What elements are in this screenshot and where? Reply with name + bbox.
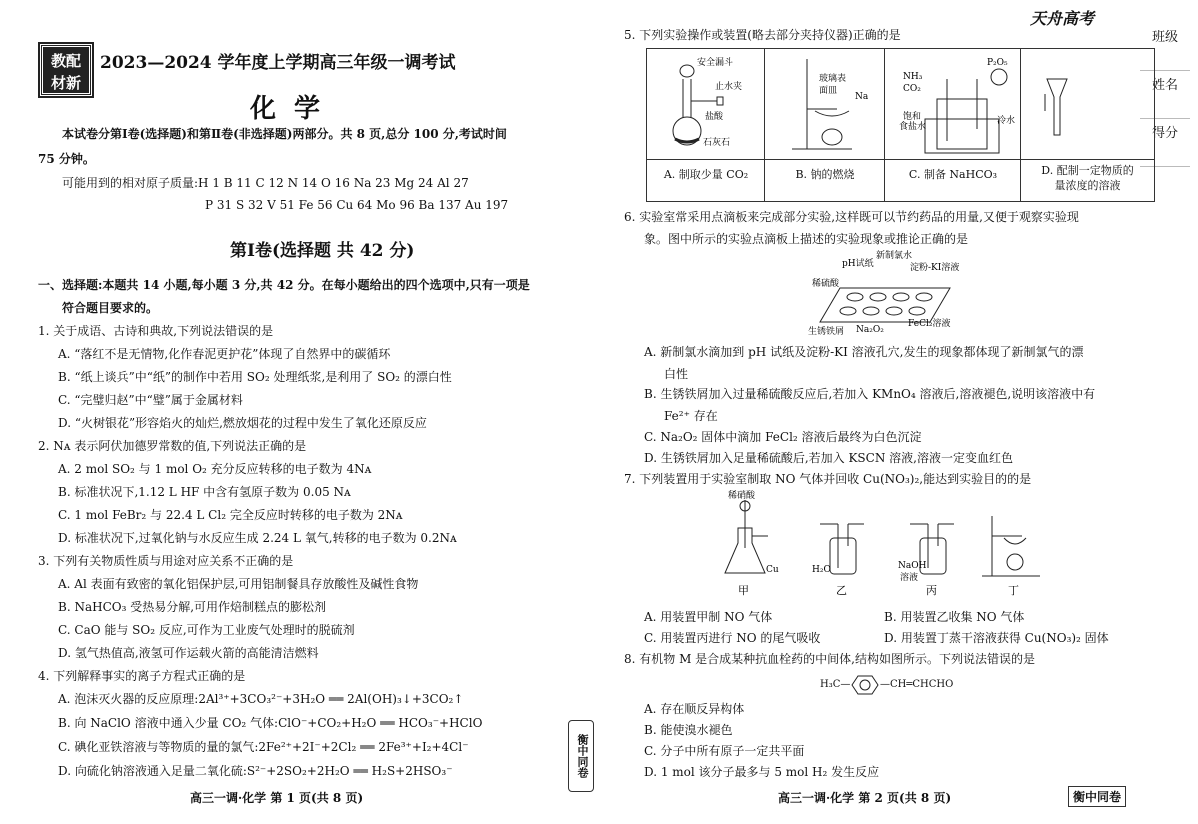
q3-option-a: A. Al 表面有致密的氧化铝保护层,可用铝制餐具存放酸性及碱性食物 <box>58 577 419 591</box>
q6-option-a-1: A. 新制氯水滴加到 pH 试纸及淀粉-KI 溶液孔穴,发生的现象都体现了新制氯气的漂 <box>644 345 1084 359</box>
q6-option-b-1: B. 生锈铁屑加入过量稀硫酸反应后,若加入 KMnO₄ 溶液后,溶液褪色,说明该溶液中有 <box>644 387 1096 401</box>
side-box-label: 班级 <box>1151 30 1178 45</box>
q7-label-cu: Cu <box>766 565 779 575</box>
logo-top-text: 教配 <box>50 52 81 70</box>
section-title: 第Ⅰ卷(选择题 共 42 分) <box>230 241 415 261</box>
q5-apparatus-table <box>646 48 1155 202</box>
q8-structure-right: —CH═CHCHO <box>880 679 954 690</box>
q5-option-d-line1: D. 配制一定物质的 <box>1041 164 1134 177</box>
q7-stem: 7. 下列装置用于实验室制取 NO 气体并回收 Cu(NO₃)₂,能达到实验目的的是 <box>624 472 1032 486</box>
section-instruction-1: 一、选择题:本题共 14 小题,每小题 3 分,共 42 分。在每小题给出的四个选项中,只有一项是 <box>38 278 530 292</box>
q4-stem: 4. 下列解释事实的离子方程式正确的是 <box>38 669 246 683</box>
fig-b-label-2: 面皿 <box>819 86 838 96</box>
q6-stem-2: 象。图中所示的实验点滴板上描述的实验现象或推论正确的是 <box>644 232 969 246</box>
q2-stem: 2. Nᴀ 表示阿伏加德罗常数的值,下列说法正确的是 <box>38 439 307 453</box>
q7-label-solution: 溶液 <box>900 573 919 583</box>
q2-option-d: D. 标准状况下,过氧化钠与水反应生成 2.24 L 氧气,转移的电子数为 0.2Nᴀ <box>58 531 457 545</box>
q6-spot-plate-figure <box>800 250 980 336</box>
q1-stem: 1. 关于成语、古诗和典故,下列说法错误的是 <box>38 324 274 338</box>
brand-logo: 天舟高考 <box>1030 9 1095 28</box>
side-box-label: 姓名 <box>1151 78 1178 93</box>
q6-label-na2o2: Na₂O₂ <box>856 325 884 335</box>
q7-apparatus-figure <box>720 488 1050 600</box>
q1-option-c: C. “完璧归赵”中“璧”属于金属材料 <box>58 393 243 407</box>
q5-apparatus-drawings <box>647 49 1154 159</box>
fig-c-label-nh3: NH₃ <box>903 72 923 82</box>
q7-option-d: D. 用装置丁蒸干溶液获得 Cu(NO₃)₂ 固体 <box>884 631 1109 645</box>
q3-stem: 3. 下列有关物质性质与用途对应关系不正确的是 <box>38 554 294 568</box>
q8-structure-left: H₃C— <box>820 679 851 690</box>
q6-option-d: D. 生锈铁屑加入足量稀硫酸后,若加入 KSCN 溶液,溶液一定变血红色 <box>644 451 1013 465</box>
q7-label-h2o: H₂O <box>812 565 831 575</box>
q8-option-b: B. 能使溴水褪色 <box>644 723 733 737</box>
atomic-mass-line-2: P 31 S 32 V 51 Fe 56 Cu 64 Mo 96 Ba 137 Au 197 <box>205 198 509 212</box>
fig-c-label-brine-1: 饱和 <box>903 112 922 122</box>
q6-label-fecl2: FeCl₂溶液 <box>908 319 951 329</box>
intro-line-1: 本试卷分第Ⅰ卷(选择题)和第Ⅱ卷(非选择题)两部分。共 8 页,总分 100 分,考试时间 <box>62 127 507 141</box>
q5-stem: 5. 下列实验操作或装置(略去部分夹持仪器)正确的是 <box>624 28 901 42</box>
fig-c-label-co2: CO₂ <box>903 84 921 94</box>
q8-option-d: D. 1 mol 该分子最多与 5 mol H₂ 发生反应 <box>644 765 880 779</box>
q6-label-chlorine: 新制氯水 <box>876 251 913 261</box>
fig-c-label-cold-water: 冷水 <box>997 116 1016 126</box>
side-box-label: 得分 <box>1151 126 1178 141</box>
q8-stem: 8. 有机物 M 是合成某种抗血栓药的中间体,结构如图所示。下列说法错误的是 <box>624 652 1035 666</box>
q6-option-c: C. Na₂O₂ 固体中滴加 FeCl₂ 溶液后最终为白色沉淀 <box>644 430 922 444</box>
q7-option-a: A. 用装置甲制 NO 气体 <box>644 610 773 624</box>
q6-option-b-2: Fe²⁺ 存在 <box>664 409 718 423</box>
q5-option-d <box>1021 163 1154 193</box>
fig-a-label-acid: 盐酸 <box>705 112 724 122</box>
q4-option-a: A. 泡沫灭火器的反应原理:2Al³⁺+3CO₃²⁻+3H₂O ══ 2Al(OH)₃↓+3CO₂↑ <box>58 692 464 706</box>
fig-c-label-brine-2: 食盐水 <box>899 122 927 132</box>
q2-option-a: A. 2 mol SO₂ 与 1 mol O₂ 充分反应转移的电子数为 4Nᴀ <box>58 462 372 476</box>
logo-bottom-text: 材新 <box>50 74 81 92</box>
publisher-logo <box>40 44 92 96</box>
q7-label-yi: 乙 <box>836 584 847 597</box>
q8-option-c: C. 分子中所有原子一定共平面 <box>644 744 805 758</box>
q1-option-d: D. “火树银花”形容焰火的灿烂,燃放烟花的过程中发生了氧化还原反应 <box>58 416 427 430</box>
subject-title: 化学 <box>250 94 339 124</box>
q5-divider <box>647 159 1154 160</box>
fig-b-label-na: Na <box>855 92 869 102</box>
q4-option-d: D. 向硫化钠溶液通入足量二氧化硫:S²⁻+2SO₂+2H₂O ══ H₂S+2HSO₃⁻ <box>58 764 453 778</box>
q7-option-b: B. 用装置乙收集 NO 气体 <box>884 610 1025 624</box>
q7-label-jia: 甲 <box>738 584 749 597</box>
q4-option-b: B. 向 NaClO 溶液中通入少量 CO₂ 气体:ClO⁻+CO₂+H₂O ══ HCO₃⁻+HClO <box>58 716 483 730</box>
q3-option-b: B. NaHCO₃ 受热易分解,可用作焙制糕点的膨松剂 <box>58 600 327 614</box>
q6-label-ph: pH试纸 <box>842 259 874 269</box>
intro-line-2: 75 分钟。 <box>38 152 95 166</box>
q3-option-c: C. CaO 能与 SO₂ 反应,可作为工业废气处理时的脱硫剂 <box>58 623 355 637</box>
q5-option-b: B. 钠的燃烧 <box>795 168 855 181</box>
fig-a-label-clamp: 止水夹 <box>715 82 743 92</box>
q4-option-c: C. 碘化亚铁溶液与等物质的量的氯气:2Fe²⁺+2I⁻+2Cl₂ ══ 2Fe³⁺+I₂+4Cl⁻ <box>58 740 469 754</box>
q7-label-acid: 稀硝酸 <box>728 491 756 501</box>
q7-label-bing: 丙 <box>926 584 937 597</box>
q8-structure <box>820 674 1000 696</box>
q2-option-b: B. 标准状况下,1.12 L HF 中含有氢原子数为 0.05 Nᴀ <box>58 485 351 499</box>
fig-c-label-p2o5: P₂O₅ <box>987 58 1008 68</box>
atomic-mass-line-1: 可能用到的相对原子质量:H 1 B 11 C 12 N 14 O 16 Na 23 Mg 24 Al 27 <box>62 176 469 190</box>
q5-option-a: A. 制取少量 CO₂ <box>663 168 749 181</box>
q6-option-a-2: 白性 <box>664 367 689 381</box>
q6-label-starch: 淀粉-KI溶液 <box>910 263 960 273</box>
fig-a-label-funnel: 安全漏斗 <box>697 58 734 68</box>
q6-label-iron: 生锈铁屑 <box>808 327 845 336</box>
seal-mid: 衡中同卷 <box>568 720 594 792</box>
q7-label-ding: 丁 <box>1008 584 1019 597</box>
q7-option-c: C. 用装置丙进行 NO 的尾气吸收 <box>644 631 821 645</box>
footer-left: 高三一调·化学 第 1 页(共 8 页) <box>190 791 364 805</box>
q6-stem-1: 6. 实验室常采用点滴板来完成部分实验,这样既可以节约药品的用量,又便于观察实验现 <box>624 210 1079 224</box>
q5-option-d-line2: 量浓度的溶液 <box>1054 179 1121 192</box>
fig-b-label-1: 玻璃表 <box>819 74 847 84</box>
q3-option-d: D. 氢气热值高,液氢可作运载火箭的高能清洁燃料 <box>58 646 319 660</box>
footer-right: 高三一调·化学 第 2 页(共 8 页) <box>778 791 952 805</box>
seal-right: 衡中同卷 <box>1068 786 1126 807</box>
benzene-ring-icon <box>850 674 880 696</box>
q2-option-c: C. 1 mol FeBr₂ 与 22.4 L Cl₂ 完全反应时转移的电子数为 2Nᴀ <box>58 508 403 522</box>
q1-option-b: B. “纸上谈兵”中“纸”的制作中若用 SO₂ 处理纸浆,是利用了 SO₂ 的漂白性 <box>58 370 452 384</box>
fig-a-label-limestone: 石灰石 <box>703 138 731 148</box>
exam-title: 2023—2024 学年度上学期高三年级一调考试 <box>100 53 456 73</box>
q7-label-naoh: NaOH <box>898 561 927 571</box>
q1-option-a: A. “落红不是无情物,化作春泥更护花”体现了自然界中的碳循环 <box>58 347 391 361</box>
q6-label-h2so4: 稀硫酸 <box>812 279 840 289</box>
section-instruction-2: 符合题目要求的。 <box>62 301 159 315</box>
q8-option-a: A. 存在顺反异构体 <box>644 702 745 716</box>
q5-option-c: C. 制备 NaHCO₃ <box>908 168 998 181</box>
